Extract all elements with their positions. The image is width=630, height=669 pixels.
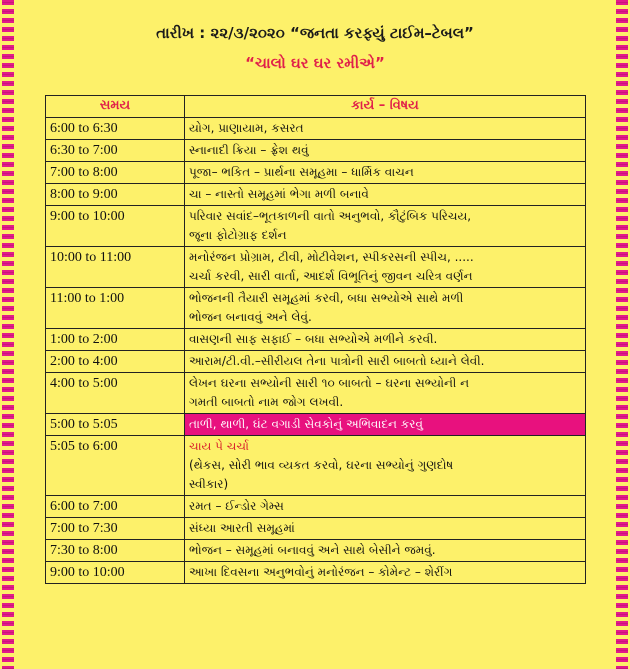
time-cell: 6:00 to 6:30	[46, 118, 185, 140]
activity-line: આખા દિવસના અનુભવોનું મનોરંજન – કોમેન્ટ – શેરીંગ	[189, 565, 453, 579]
time-cell: 7:00 to 8:00	[46, 162, 185, 184]
activity-line: લેખન ઘરના સભ્યોની સારી ૧૦ બાબતો – ઘરના સભ્યોની ન	[189, 376, 470, 390]
table-row	[46, 414, 586, 436]
activity-cell	[185, 496, 586, 518]
right-decorative-border	[616, 0, 628, 669]
table-row	[46, 373, 586, 414]
activity-cell	[185, 288, 586, 329]
activity-line: રમત – ઈન્ડોર ગેમ્સ	[189, 499, 284, 513]
activity-cell	[185, 373, 586, 414]
time-cell: 6:30 to 7:00	[46, 140, 185, 162]
activity-line: તાળી, થાળી, ઘંટ વગાડી સેવકોનું અભિવાદન કરવું	[189, 417, 423, 431]
activity-line: આરામ/ટી.વી.–સીરીયલ તેના પાત્રોની સારી બાબતો ધ્યાને લેવી.	[189, 354, 485, 368]
activity-line: યોગ, પ્રાણાયામ, કસરત	[189, 121, 304, 135]
table-row	[46, 206, 586, 247]
time-cell: 6:00 to 7:00	[46, 496, 185, 518]
table-row	[46, 162, 586, 184]
activity-cell	[185, 162, 586, 184]
time-cell: 2:00 to 4:00	[46, 351, 185, 373]
activity-cell	[185, 329, 586, 351]
time-cell: 8:00 to 9:00	[46, 184, 185, 206]
activity-cell	[185, 540, 586, 562]
activity-cell	[185, 118, 586, 140]
time-cell: 7:30 to 8:00	[46, 540, 185, 562]
activity-cell	[185, 562, 586, 584]
activity-cell	[185, 140, 586, 162]
table-row	[46, 351, 586, 373]
column-header-time: સમય	[46, 96, 185, 118]
table-row	[46, 562, 586, 584]
time-cell: 5:05 to 6:00	[46, 436, 185, 496]
activity-cell	[185, 414, 586, 436]
column-header-activity: કાર્ય – વિષય	[185, 96, 586, 118]
time-cell: 9:00 to 10:00	[46, 562, 185, 584]
time-cell: 9:00 to 10:00	[46, 206, 185, 247]
activity-line: મનોરંજન પ્રોગ્રામ, ટીવી, મોટીવેશન, સ્પીકરસની સ્પીચ, .....	[189, 250, 474, 264]
left-decorative-border	[2, 0, 14, 669]
activity-cell	[185, 518, 586, 540]
activity-line: ભોજન – સમૂહમાં બનાવવું અને સાથે બેસીને જમવું.	[189, 543, 436, 557]
activity-cell	[185, 184, 586, 206]
activity-line: ચા – નાસ્તો સમૂહમાં ભેગા મળી બનાવે	[189, 187, 369, 201]
time-cell: 7:00 to 7:30	[46, 518, 185, 540]
activity-line: પૂજા– ભકિત – પ્રાર્થના સમૂહમા – ધાર્મિક વાચન	[189, 165, 414, 179]
activity-cell	[185, 436, 586, 496]
activity-line: વાસણની સાફ સફાઈ – બધા સભ્યોએ મળીને કરવી.	[189, 332, 438, 346]
time-cell: 4:00 to 5:00	[46, 373, 185, 414]
activity-line: જૂના ફોટોગ્રાફ દર્શન	[189, 228, 287, 242]
time-cell: 10:00 to 11:00	[46, 247, 185, 288]
table-header-row	[46, 96, 586, 118]
activity-line: ભોજનની તૈયારી સમૂહમાં કરવી, બધા સભ્યોએ સાથે મળી	[189, 291, 464, 305]
table-row	[46, 540, 586, 562]
activity-line: સ્નાનાદી ક્રિયા – ફ્રેશ થવું	[189, 143, 309, 157]
activity-line: સંધ્યા આરતી સમૂહમાં	[189, 521, 295, 535]
table-row	[46, 288, 586, 329]
table-row	[46, 496, 586, 518]
table-row	[46, 118, 586, 140]
page-title: તારીખ : ૨૨/૩/૨૦૨૦ “જનતા કરફ્યું ટાઈમ–ટેબલ”	[156, 24, 474, 42]
page-subtitle: “ચાલો ઘર ઘર રમીએ”	[245, 54, 385, 72]
activity-line: સ્વીકાર)	[189, 477, 229, 491]
activity-line: ગમતી બાબતો નામ જોગ લખવી.	[189, 395, 344, 409]
activity-line: ભોજન બનાવવું અને લેવું.	[189, 310, 312, 324]
activity-line: (થેકસ, સોરી ભાવ વ્યકત કરવો, ઘરના સભ્યોનું ગુણદોષ	[189, 458, 454, 472]
activity-cell	[185, 247, 586, 288]
time-cell: 5:00 to 5:05	[46, 414, 185, 436]
timetable	[45, 95, 586, 584]
activity-line: પરિવાર સવાંદ–ભૂતકાળની વાતો અનુભવો, કૌટુંબિક પરિચય,	[189, 209, 472, 223]
table-row	[46, 184, 586, 206]
table-row	[46, 140, 586, 162]
table-row	[46, 247, 586, 288]
table-row	[46, 518, 586, 540]
activity-line: ચાય પે ચર્ચા	[189, 439, 249, 453]
time-cell: 1:00 to 2:00	[46, 329, 185, 351]
activity-cell	[185, 206, 586, 247]
activity-cell	[185, 351, 586, 373]
table-row	[46, 436, 586, 496]
time-cell: 11:00 to 1:00	[46, 288, 185, 329]
table-row	[46, 329, 586, 351]
activity-line: ચર્ચા કરવી, સારી વાર્તા, આદર્શ વિભૂતિનું જીવન ચરિત્ર વર્ણન	[189, 269, 473, 283]
